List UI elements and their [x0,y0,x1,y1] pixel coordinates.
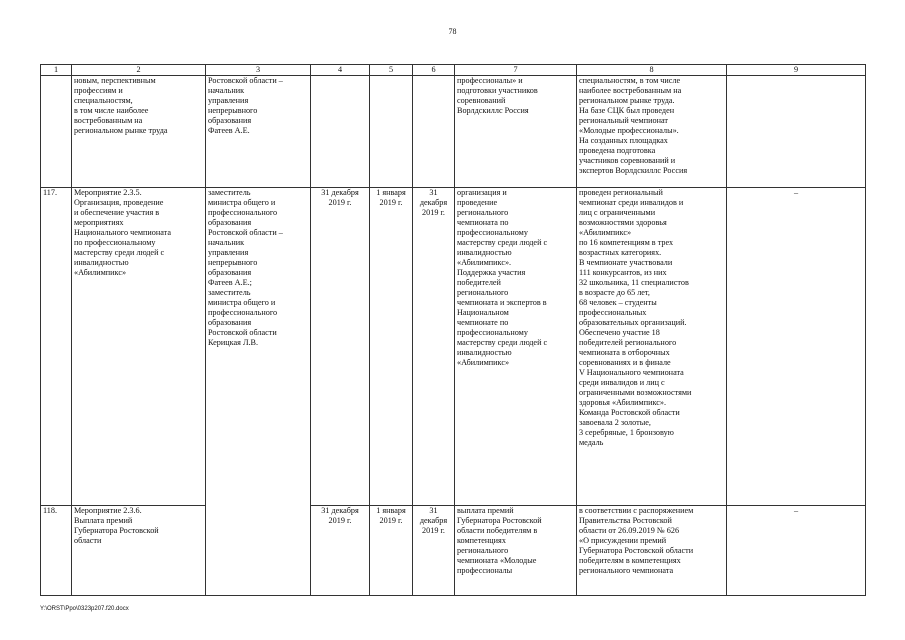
event-cell: Мероприятие 2.3.5. Организация, проведение и обеспечение участия в мероприятиях Национального чемпионата по профессиональному мастерству среди людей с инвалидностью «Абилимпикс» [72,188,206,506]
date-a-cell [370,76,413,188]
date-end-cell: 31 декабря 2019 г. [413,188,455,506]
header-col-4: 4 [311,65,370,76]
responsible-cell: заместитель министра общего и профессионального образования Ростовской области – начальник управления непрерывного образования Фатеев А.Е.; заместитель министра общего и профессионального образования Ростовской области Керицкая Л.В. [206,188,311,506]
event-cell: новым, перспективным профессиям и специальностям, в том числе наиболее востребованным на региональном рынке труда [72,76,206,188]
header-col-1: 1 [41,65,72,76]
date-start-cell: 31 декабря 2019 г. [311,188,370,506]
page-number: 78 [448,27,457,36]
table-row [41,188,866,506]
header-col-6: 6 [413,65,455,76]
expected-result-cell: выплата премий Губернатора Ростовской области победителям в компетенциях регионального чемпионата «Молодые профессионалы [455,506,577,596]
date-end-cell [413,76,455,188]
actual-result-cell: проведен региональный чемпионат среди инвалидов и лиц с ограниченными возможностями здоровья «Абилимпикс» по 16 компетенциям в трех возрастных категориях. В чемпионате участвовали 111 конкурсантов, из них 32 школьника, 11 специалистов в возрасте до 65 лет, 68 человек – студенты профессиональных образовательных организаций. Обеспечено участие 18 победителей регионального чемпионата в отборочных соревнованиях и в финале V Национального чемпионата среди инвалидов и лиц с ограниченными возможностями здоровья «Абилимпикс». Команда Ростовской области завоевала 2 золотые, 3 серебряные, 1 бронзовую медаль [577,188,727,506]
responsible-cell: Ростовской области – начальник управления непрерывного образования Фатеев А.Е. [206,76,311,188]
responsible-cell [206,506,311,596]
row-number: 117. [41,188,72,506]
actual-result-cell: специальностям, в том числе наиболее востребованным на региональном рынке труда. На базе СЦК был проведен региональный чемпионат «Молодые профессионалы». На созданных площадках проведена подготовка участников соревнований и экспертов Ворлдскиллс Россия [577,76,727,188]
table-row [41,76,866,188]
header-col-9: 9 [727,65,866,76]
expected-result-cell: профессионалы» и подготовки участников соревнований Ворлдскиллс Россия [455,76,577,188]
header-col-5: 5 [370,65,413,76]
header-row [41,65,866,76]
actual-result-cell: в соответствии с распоряжением Правительства Ростовской области от 26.09.2019 № 626 «О присуждении премий Губернатора Ростовской области победителям в компетенциях регионального чемпионата [577,506,727,596]
report-table [40,64,866,596]
footer-file-path: Y:\ORST\Ppo\0323p207.f20.docx [40,606,129,612]
date-a-cell: 1 января 2019 г. [370,188,413,506]
header-col-8: 8 [577,65,727,76]
header-col-2: 2 [72,65,206,76]
event-cell: Мероприятие 2.3.6. Выплата премий Губернатора Ростовской области [72,506,206,596]
date-a-cell: 1 января 2019 г. [370,506,413,596]
header-col-3: 3 [206,65,311,76]
expected-result-cell: организация и проведение регионального чемпионата по профессиональному мастерству среди людей с инвалидностью «Абилимпикс». Поддержка участия победителей регионального чемпионата и экспертов в Национальном чемпионате по профессиональному мастерству среди людей с инвалидностью «Абилимпикс» [455,188,577,506]
table-row [41,506,866,596]
date-end-cell: 31 декабря 2019 г. [413,506,455,596]
header-col-7: 7 [455,65,577,76]
date-start-cell [311,76,370,188]
row-number: 118. [41,506,72,596]
date-start-cell: 31 декабря 2019 г. [311,506,370,596]
notes-cell: – [727,188,866,506]
row-number [41,76,72,188]
notes-cell: – [727,506,866,596]
notes-cell [727,76,866,188]
